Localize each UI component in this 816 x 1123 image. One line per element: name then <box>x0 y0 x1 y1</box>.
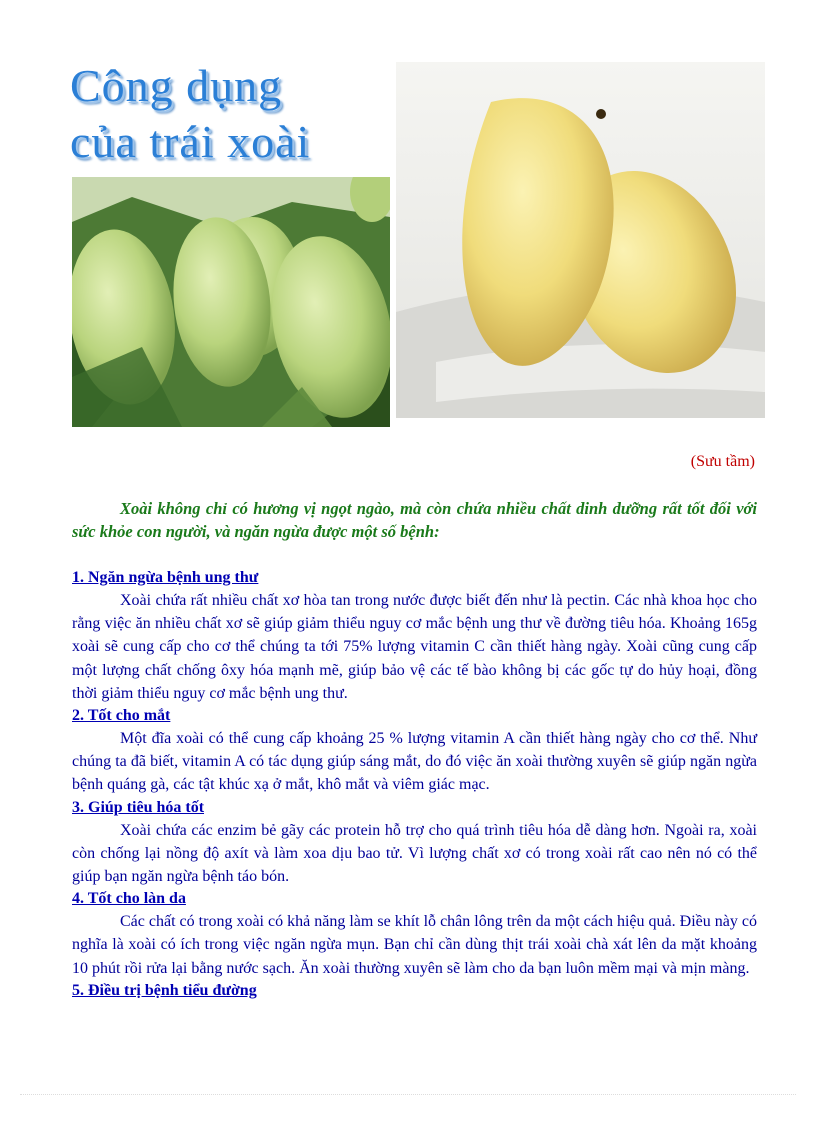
section-body: Một đĩa xoài có thể cung cấp khoảng 25 % lượng vitamin A cần thiết hàng ngày cho cơ thể. Như chúng ta đã biết, vitamin A có tác dụng giúp sáng mắt, do đó việc ăn xoài thường xuyên sẽ giúp ngăn ngừa bệnh quáng gà, các tật khúc xạ ở mắt, khô mắt và viêm giác mạc. <box>72 730 757 794</box>
source-note: (Sưu tầm) <box>690 453 755 470</box>
section-skin <box>72 888 757 980</box>
section-heading: 2. Tốt cho mắt <box>72 707 171 725</box>
section-heading: 1. Ngăn ngừa bệnh ung thư <box>72 569 259 586</box>
section-body: Các chất có trong xoài có khả năng làm se khít lỗ chân lông trên da một cách hiệu quả. Điều này có nghĩa là xoài có ích trong việc ngăn ngừa mụn. Bạn chỉ cần dùng thịt trái xoài chà xát lên da mặt khoảng 10 phút rồi rửa lại bằng nước sạch. Ăn xoài thường xuyên sẽ làm cho da bạn luôn mềm mại và mịn màng. <box>72 913 757 977</box>
title-line-2: của trái xoài <box>70 116 311 167</box>
mangoes-on-tree-image <box>72 177 390 427</box>
section-heading: 5. Điều trị bệnh tiểu đường <box>72 981 257 999</box>
intro-paragraph: Xoài không chỉ có hương vị ngọt ngào, mà còn chứa nhiều chất dinh dưỡng rất tốt đối với sức khỏe con người, và ngăn ngừa được một số bệnh: <box>72 499 757 541</box>
title-line-1: Công dụng <box>70 60 283 111</box>
section-digestion <box>72 797 757 889</box>
section-cancer-prevention <box>72 567 757 705</box>
section-heading: 3. Giúp tiêu hóa tốt <box>72 798 205 816</box>
section-body: Xoài chứa rất nhiều chất xơ hòa tan trong nước được biết đến như là pectin. Các nhà khoa học cho rằng việc ăn nhiều chất xơ sẽ giúp giảm thiểu nguy cơ mắc bệnh ung thư về đường tiêu hóa. Khoảng 165g xoài sẽ cung cấp cho cơ thể chúng ta tới 75% lượng vitamin C cần thiết hàng ngày. Xoài cũng cung cấp một lượng chất chống ôxy hóa mạnh mẽ, giúp bảo vệ các tế bào không bị các gốc tự do hủy hoại, đồng thời giảm thiểu nguy cơ mắc bệnh ung thư. <box>72 592 757 702</box>
ripe-mangoes-on-plate-image <box>396 62 765 418</box>
page-bottom-divider <box>20 1094 796 1095</box>
section-body: Xoài chứa các enzim bẻ gãy các protein hỗ trợ cho quá trình tiêu hóa dễ dàng hơn. Ngoài ra, xoài còn chống lại nồng độ axít và làm xoa dịu bao tử. Vì lượng chất xơ có trong xoài rất cao nên nó có thể giúp bạn ngăn ngừa bệnh táo bón. <box>72 821 757 886</box>
section-eyes <box>72 705 757 797</box>
page-title <box>70 58 390 170</box>
article-content <box>72 567 757 1002</box>
section-heading: 4. Tốt cho làn da <box>72 890 186 908</box>
section-diabetes <box>72 980 757 1002</box>
